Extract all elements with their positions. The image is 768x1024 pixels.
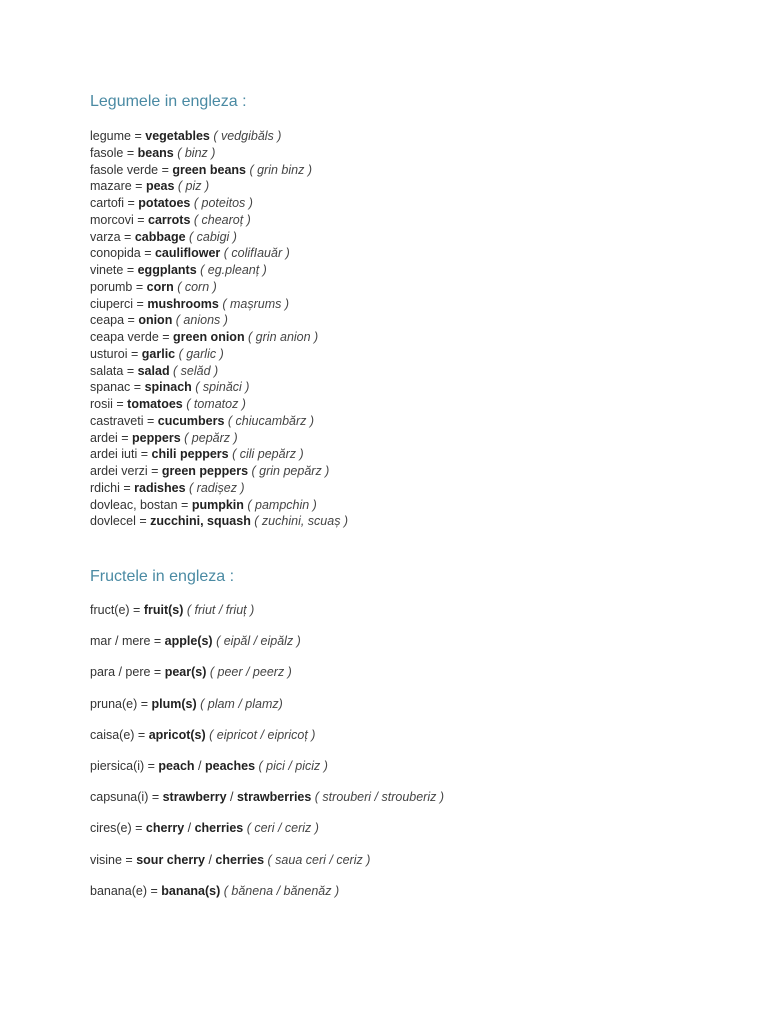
english-term: fruit(s) xyxy=(143,603,184,617)
vocab-entry xyxy=(90,820,444,851)
separator: / xyxy=(226,790,237,805)
romanian-term: para / pere = xyxy=(90,665,165,680)
pronunciation: ( friut / friuț ) xyxy=(183,603,255,617)
pronunciation: ( anions ) xyxy=(172,313,228,328)
english-term: strawberry xyxy=(162,790,227,805)
vocab-entry xyxy=(90,497,348,514)
romanian-term: spanac = xyxy=(90,380,145,395)
english-term: potatoes xyxy=(138,196,191,210)
vocab-entry xyxy=(90,664,444,695)
vegetables-list xyxy=(90,128,348,530)
english-term: spinach xyxy=(144,380,192,395)
english-term: apple(s) xyxy=(164,634,213,649)
english-term-plural: cherries xyxy=(194,821,244,836)
romanian-term: ceapa = xyxy=(90,313,139,328)
pronunciation: ( bănena / bănenăz ) xyxy=(220,883,340,898)
english-term-plural: peaches xyxy=(204,758,256,773)
pronunciation: ( vedgibăls ) xyxy=(209,129,282,143)
english-term: green peppers xyxy=(161,464,249,478)
romanian-term: porumb = xyxy=(90,279,147,294)
romanian-term: mar / mere = xyxy=(90,634,165,649)
english-term: eggplants xyxy=(137,263,197,277)
pronunciation: ( radișez ) xyxy=(185,480,245,495)
english-term: salad xyxy=(137,363,170,378)
pronunciation: ( piz ) xyxy=(174,179,210,194)
pronunciation: ( cili pepărz ) xyxy=(228,447,304,462)
pronunciation: ( grin binz ) xyxy=(245,162,312,177)
romanian-term: varza = xyxy=(90,229,135,244)
english-term: apricot(s) xyxy=(148,727,206,742)
english-term: cauliflower xyxy=(154,246,221,261)
romanian-term: cires(e) = xyxy=(90,821,146,836)
vocab-entry xyxy=(90,633,444,664)
vocab-entry xyxy=(90,162,348,179)
pronunciation: ( chearoț ) xyxy=(190,212,251,227)
romanian-term: fasole = xyxy=(90,145,138,160)
vocab-entry xyxy=(90,758,444,789)
pronunciation: ( grin pepărz ) xyxy=(248,464,330,478)
vocab-entry xyxy=(90,363,348,380)
english-term: garlic xyxy=(141,346,176,361)
romanian-term: fruct(e) = xyxy=(90,603,144,617)
pronunciation: ( tomatoz ) xyxy=(182,397,246,411)
pronunciation: ( pampchin ) xyxy=(243,497,317,512)
vocab-entry xyxy=(90,178,348,195)
pronunciation: ( garlic ) xyxy=(175,346,224,361)
vocab-entry xyxy=(90,379,348,396)
english-term-plural: strawberries xyxy=(236,790,312,805)
pronunciation: ( corn ) xyxy=(173,279,217,294)
english-term: corn xyxy=(146,279,174,294)
vocab-entry xyxy=(90,413,348,430)
pronunciation: ( chiucambărz ) xyxy=(224,413,315,428)
pronunciation: ( eipricot / eipricoț ) xyxy=(205,727,316,742)
english-term: plum(s) xyxy=(151,696,197,711)
pronunciation: ( spinăci ) xyxy=(191,380,250,395)
romanian-term: ceapa verde = xyxy=(90,330,174,344)
vocab-entry xyxy=(90,396,348,413)
vocab-entry xyxy=(90,145,348,162)
english-term: sour cherry xyxy=(136,852,205,867)
english-term: peppers xyxy=(132,430,181,445)
pronunciation: ( zuchini, scuaș ) xyxy=(250,514,349,529)
romanian-term: visine = xyxy=(90,852,137,867)
romanian-term: ciuperci = xyxy=(90,296,148,311)
pronunciation: ( strouberi / strouberiz ) xyxy=(311,790,445,805)
romanian-term: dovlecel = xyxy=(90,514,151,529)
english-term: green beans xyxy=(172,162,246,177)
vocab-entry xyxy=(90,128,348,145)
english-term: chili peppers xyxy=(151,447,229,462)
vocab-entry xyxy=(90,262,348,279)
vocab-entry xyxy=(90,696,444,727)
romanian-term: banana(e) = xyxy=(90,883,162,898)
english-term: pear(s) xyxy=(164,665,207,680)
vocab-entry xyxy=(90,463,348,480)
vocab-entry xyxy=(90,602,444,633)
pronunciation: ( ceri / ceriz ) xyxy=(243,821,319,836)
english-term: carrots xyxy=(148,212,191,227)
romanian-term: vinete = xyxy=(90,263,138,277)
pronunciation: ( binz ) xyxy=(173,145,216,160)
english-term: onion xyxy=(138,313,173,328)
pronunciation: ( mașrums ) xyxy=(218,296,290,311)
romanian-term: caisa(e) = xyxy=(90,727,149,742)
english-term: peach xyxy=(158,758,195,773)
pronunciation: ( selăd ) xyxy=(169,363,219,378)
english-term: tomatoes xyxy=(127,397,183,411)
english-term-plural: cherries xyxy=(215,852,265,867)
vocab-entry xyxy=(90,296,348,313)
romanian-term: ardei = xyxy=(90,430,133,445)
romanian-term: morcovi = xyxy=(90,212,149,227)
pronunciation: ( eg.pleanț ) xyxy=(196,263,267,277)
english-term: cherry xyxy=(145,821,185,836)
vocab-entry xyxy=(90,727,444,758)
romanian-term: conopida = xyxy=(90,246,155,261)
english-term: pumpkin xyxy=(191,497,244,512)
english-term: cabbage xyxy=(134,229,186,244)
vocab-entry xyxy=(90,883,444,914)
vocab-entry xyxy=(90,195,348,212)
fruits-heading: Fructele in engleza : xyxy=(90,568,235,585)
vocab-entry xyxy=(90,789,444,820)
romanian-term: rdichi = xyxy=(90,480,135,495)
romanian-term: mazare = xyxy=(90,179,146,194)
vocab-entry xyxy=(90,513,348,530)
separator: / xyxy=(184,821,195,836)
english-term: beans xyxy=(137,145,174,160)
english-term: zucchini, squash xyxy=(150,514,251,529)
vocab-entry xyxy=(90,212,348,229)
vocab-entry xyxy=(90,446,348,463)
english-term: cucumbers xyxy=(157,413,225,428)
romanian-term: rosii = xyxy=(90,397,128,411)
romanian-term: castraveti = xyxy=(90,413,158,428)
pronunciation: ( peer / peerz ) xyxy=(206,665,292,680)
vocab-entry xyxy=(90,430,348,447)
romanian-term: dovleac, bostan = xyxy=(90,497,192,512)
vocab-entry xyxy=(90,279,348,296)
pronunciation: ( saua ceri / ceriz ) xyxy=(264,852,371,867)
vocab-entry xyxy=(90,346,348,363)
romanian-term: capsuna(i) = xyxy=(90,790,163,805)
romanian-term: ardei verzi = xyxy=(90,464,162,478)
separator: / xyxy=(194,758,205,773)
romanian-term: pruna(e) = xyxy=(90,696,152,711)
romanian-term: fasole verde = xyxy=(90,162,173,177)
english-term: radishes xyxy=(134,480,186,495)
vocab-entry xyxy=(90,329,348,346)
vocab-entry xyxy=(90,480,348,497)
pronunciation: ( poteitos ) xyxy=(190,196,253,210)
pronunciation: ( plam / plamz) xyxy=(196,696,283,711)
pronunciation: ( eipăl / eipălz ) xyxy=(212,634,301,649)
vocab-entry xyxy=(90,229,348,246)
vocab-entry xyxy=(90,852,444,883)
english-term: mushrooms xyxy=(147,296,219,311)
pronunciation: ( cabigi ) xyxy=(185,229,237,244)
romanian-term: usturoi = xyxy=(90,346,142,361)
pronunciation: ( pepărz ) xyxy=(180,430,238,445)
vocab-entry xyxy=(90,312,348,329)
romanian-term: ardei iuti = xyxy=(90,447,152,462)
english-term: peas xyxy=(145,179,175,194)
romanian-term: legume = xyxy=(90,129,146,143)
vocab-entry xyxy=(90,245,348,262)
english-term: green onion xyxy=(173,330,245,344)
fruits-list xyxy=(90,602,444,914)
romanian-term: piersica(i) = xyxy=(90,758,159,773)
english-term: banana(s) xyxy=(161,883,221,898)
romanian-term: cartofi = xyxy=(90,196,139,210)
english-term: vegetables xyxy=(145,129,210,143)
pronunciation: ( colifIauăr ) xyxy=(220,246,290,261)
romanian-term: salata = xyxy=(90,363,138,378)
pronunciation: ( pici / piciz ) xyxy=(255,758,328,773)
separator: / xyxy=(205,852,216,867)
pronunciation: ( grin anion ) xyxy=(244,330,319,344)
vegetables-heading: Legumele in engleza : xyxy=(90,93,247,110)
